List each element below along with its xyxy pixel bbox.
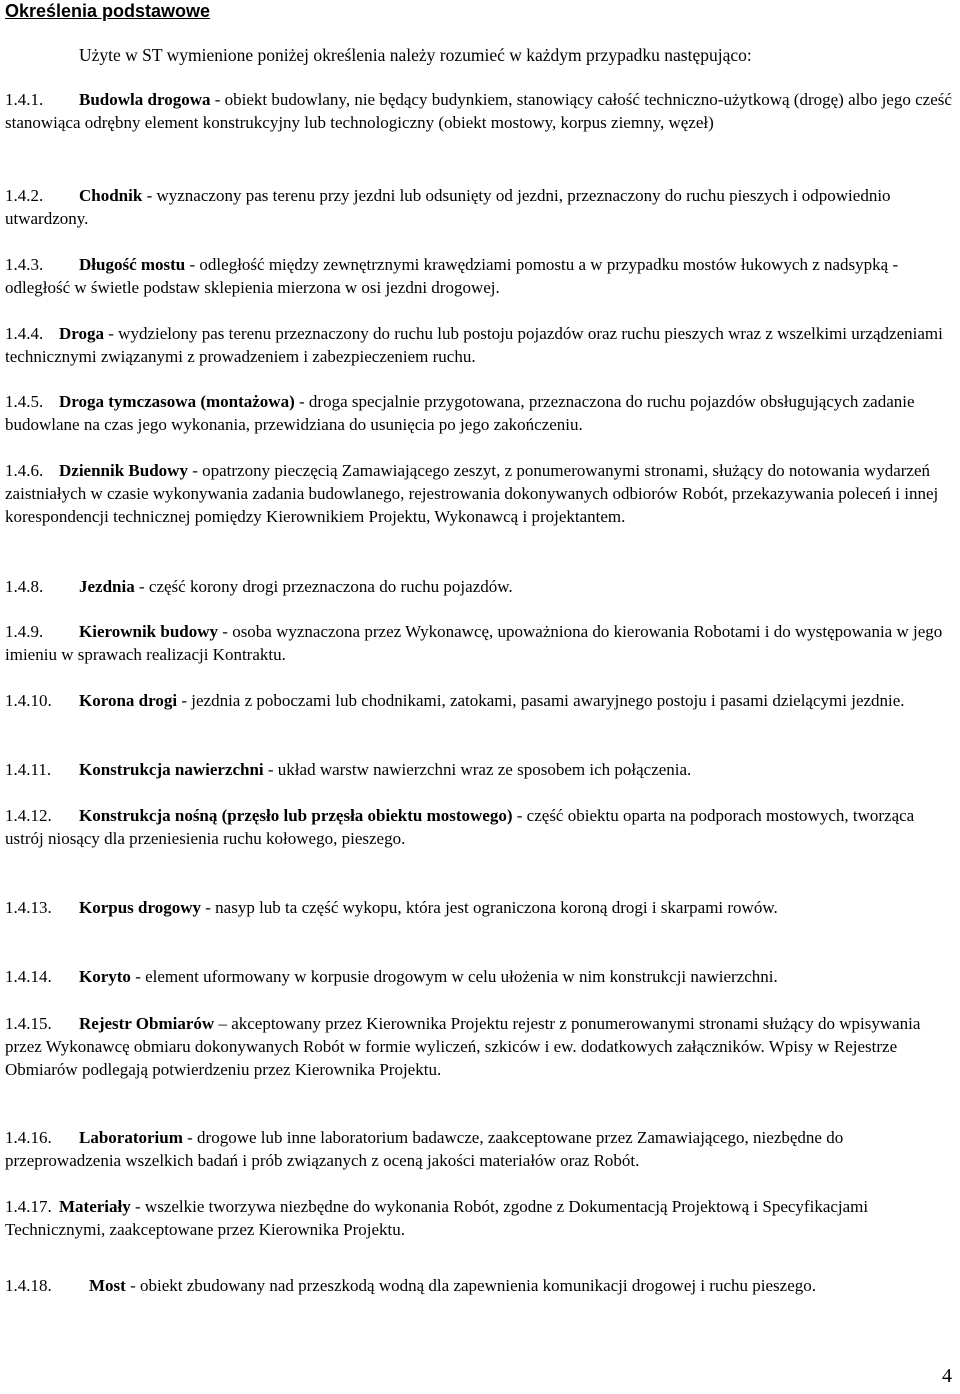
entry-text: - część obiektu oparta na podporach mostowych, tworząca ustrój niosący dla przeniesienia ruchu kołowego, pieszego. (5, 806, 915, 848)
entry-number: 1.4.15. (5, 1014, 52, 1033)
entry-term: Konstrukcja nośną (przęsło lub przęsła obiektu mostowego) (79, 806, 513, 825)
entry-text: - obiekt budowlany, nie będący budynkiem, stanowiący całość techniczno-użytkową (drogę) albo jego cześć stanowiąca odrębny element konstrukcyjny lub technologiczny (obiekt mostowy, korpus ziemny, węzeł) (5, 90, 952, 132)
entry-text: - część korony drogi przeznaczona do ruchu pojazdów. (134, 577, 513, 596)
definition-entry (5, 758, 955, 781)
definition-entry (5, 459, 955, 528)
definition-entry (5, 253, 955, 299)
entry-number: 1.4.1. (5, 90, 44, 109)
entry-number: 1.4.4. (5, 324, 44, 343)
entry-number: 1.4.11. (5, 760, 52, 779)
entry-text: - wyznaczony pas terenu przy jezdni lub odsunięty od jezdni, przeznaczony do ruchu pieszych i odpowiednio utwardzony. (5, 186, 891, 228)
entry-number: 1.4.14. (5, 967, 52, 986)
entry-term: Kierownik budowy (79, 622, 219, 641)
entry-term: Korona drogi (79, 691, 178, 710)
entry-term: Rejestr Obmiarów (79, 1014, 215, 1033)
entry-term: Dziennik Budowy (59, 461, 188, 480)
entry-term: Budowla drogowa (79, 90, 211, 109)
entry-text: - droga specjalnie przygotowana, przeznaczona do ruchu pojazdów obsługujących zadanie budowlane na czas jego wykonania, przewidziana do usunięcia po jego zakończeniu. (5, 392, 915, 434)
entry-number: 1.4.6. (5, 461, 44, 480)
definition-entry (5, 689, 955, 712)
entry-text: - drogowe lub inne laboratorium badawcze, zaakceptowane przez Zamawiającego, niezbędne do przeprowadzenia wszelkich badań i prób związanych z oceną jakości materiałów oraz Robót. (5, 1128, 844, 1170)
definition-entry (5, 1274, 955, 1297)
entry-text: - odległość między zewnętrznymi krawędziami pomostu a w przypadku mostów łukowych z nadsypką - odległość w świetle podstaw sklepienia mierzona w osi jezdni drogowej. (5, 255, 899, 297)
entry-term: Chodnik (79, 186, 143, 205)
definition-entry (5, 620, 955, 666)
entry-term: Droga (59, 324, 105, 343)
definition-entry (5, 184, 955, 230)
page-number: 4 (942, 1365, 952, 1387)
definition-entry (5, 575, 955, 598)
definition-entry (5, 1195, 955, 1241)
definition-entry (5, 88, 955, 134)
entry-number: 1.4.16. (5, 1128, 52, 1147)
entry-number: 1.4.9. (5, 622, 44, 641)
entry-term: Jezdnia (79, 577, 135, 596)
entry-text: - wydzielony pas terenu przeznaczony do ruchu lub postoju pojazdów oraz ruchu pieszych wraz z wszelkimi urządzeniami technicznymi związanymi z prowadzeniem i zabezpieczeniem ruchu. (5, 324, 943, 366)
entry-text: - osoba wyznaczona przez Wykonawcę, upoważniona do kierowania Robotami i do występowania w jego imieniu w sprawach realizacji Kontraktu. (5, 622, 943, 664)
entry-number: 1.4.17. (5, 1197, 52, 1216)
entry-term: Laboratorium (79, 1128, 183, 1147)
entry-term: Konstrukcja nawierzchni (79, 760, 264, 779)
entry-number: 1.4.13. (5, 898, 52, 917)
entry-text: - nasyp lub ta część wykopu, która jest ograniczona koroną drogi i skarpami rowów. (201, 898, 778, 917)
entry-text: - element uformowany w korpusie drogowym w celu ułożenia w nim konstrukcji nawierzchni. (130, 967, 778, 986)
entry-number: 1.4.8. (5, 577, 44, 596)
entry-text: - opatrzony pieczęcią Zamawiającego zeszyt, z ponumerowanymi stronami, służący do notowania wydarzeń zaistniałych w czasie wykonywania zadania budowlanego, rejestrowania dokonywanych odbiorów Robót, przekazywania poleceń i innej korespondencji technicznej pomiędzy Kierownikiem Projektu, Wykonawcą i projektantem. (5, 461, 939, 526)
entry-term: Korpus drogowy (79, 898, 202, 917)
entry-number: 1.4.2. (5, 186, 44, 205)
entry-number: 1.4.3. (5, 255, 44, 274)
entry-term: Most (89, 1276, 126, 1295)
definition-entry (5, 965, 955, 988)
definition-entry (5, 804, 955, 850)
definition-entry (5, 322, 955, 368)
entry-number: 1.4.18. (5, 1276, 52, 1295)
definition-entry (5, 1126, 955, 1172)
definition-entry (5, 896, 955, 919)
entry-text: - jezdnia z poboczami lub chodnikami, zatokami, pasami awaryjnego postoju i pasami dzielącymi jezdnie. (177, 691, 905, 710)
section-heading: Określenia podstawowe (5, 1, 211, 21)
entry-term: Materiały (59, 1197, 131, 1216)
definition-entry (5, 390, 955, 436)
entry-text: - obiekt zbudowany nad przeszkodą wodną dla zapewnienia komunikacji drogowej i ruchu pieszego. (125, 1276, 816, 1295)
entry-number: 1.4.10. (5, 691, 52, 710)
entry-text: - układ warstw nawierzchni wraz ze sposobem ich połączenia. (263, 760, 692, 779)
intro-paragraph: Użyte w ST wymienione poniżej określenia należy rozumieć w każdym przypadku następująco: (79, 45, 752, 65)
entry-text: – akceptowany przez Kierownika Projektu rejestr z ponumerowanymi stronami służący do wpisywania przez Wykonawcę obmiaru dokonywanych Robót w formie wyliczeń, szkiców i ew. dodatkowych załączników. Wpisy w Rejestrze Obmiarów podlegają potwierdzeniu przez Kierownika Projektu. (5, 1014, 921, 1079)
entry-term: Droga tymczasowa (montażowa) (59, 392, 295, 411)
definition-entry (5, 1012, 955, 1081)
entry-term: Długość mostu (79, 255, 186, 274)
entry-text: - wszelkie tworzywa niezbędne do wykonania Robót, zgodne z Dokumentacją Projektową i Specyfikacjami Technicznymi, zaakceptowane przez Kierownika Projektu. (5, 1197, 869, 1239)
entry-number: 1.4.12. (5, 806, 52, 825)
entry-term: Koryto (79, 967, 131, 986)
entry-number: 1.4.5. (5, 392, 44, 411)
